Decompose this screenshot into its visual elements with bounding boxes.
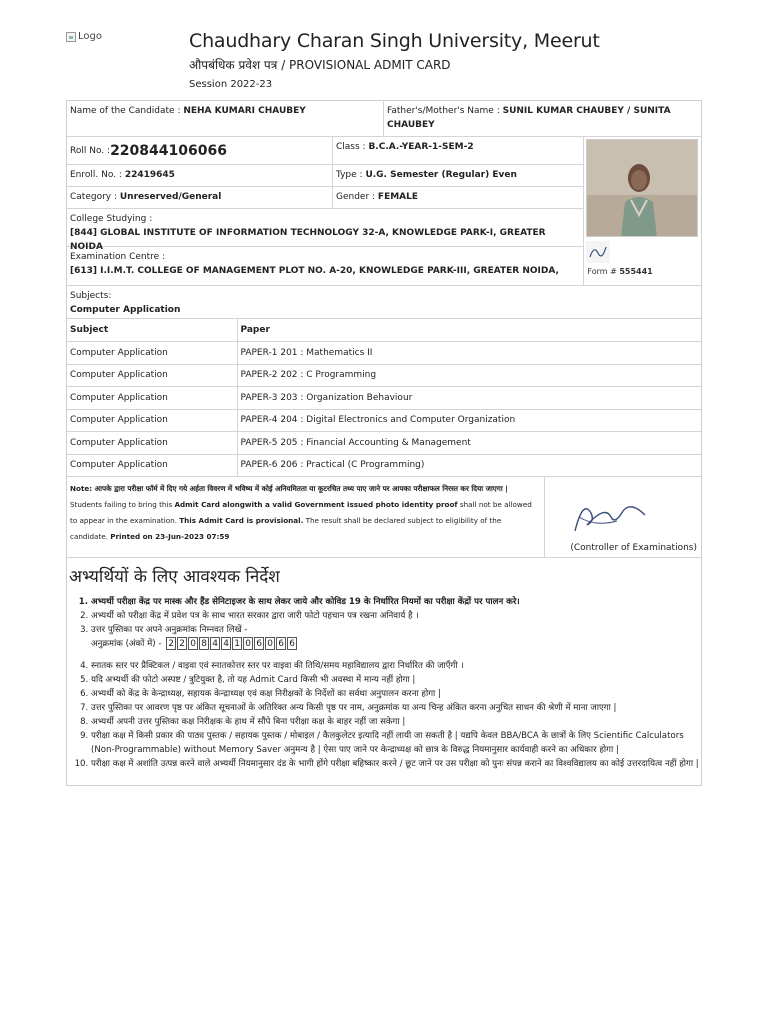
table-row: Computer Application PAPER-6 206 : Practical (C Programming)	[67, 454, 701, 477]
controller-signature-area	[545, 477, 701, 557]
class-value: B.C.A.-YEAR-1-SEM-2	[368, 142, 474, 152]
gender-cell: Gender : FEMALE	[336, 192, 419, 202]
exam-centre-name: [613] I.I.M.T. COLLEGE OF MANAGEMENT PLOT NO. A-20, KNOWLEDGE PARK-III, GREATER NOIDA,	[70, 266, 559, 276]
list-item: 9. परीक्षा कक्ष में किसी प्रकार की पाठ्य पुस्तक / सहायक पुस्तक / मोबाइल / कैलकुलेटर इत्यादि नहीं लायी जा सकती है | यद्यपि केवल BBA/BCA के छात्रों के लिए Scientific Calculators (Non-Programmable) without Memory Saver अनुमन्य है | ऐसा पाए जाने पर केन्द्राध्यक्ष को छात्र के विरुद्ध नियमानुसार कार्यवाही करने का अधिकार होगा |	[91, 729, 699, 757]
list-item: 1. अभ्यर्थी परीक्षा केंद्र पर मास्क और हैंड सेनिटाइजर के साथ लेकर जाये और कोविड 19 के निर्धारित नियमों का परीक्षा केंद्रों पर पालन करे।	[91, 595, 699, 609]
parent-name: SUNIL KUMAR CHAUBEY / SUNITA CHAUBEY	[387, 106, 671, 130]
enroll-number: 22419645	[124, 170, 175, 180]
note-row	[67, 477, 701, 558]
college-cell: College Studying : [844] GLOBAL INSTITUTE OF INFORMATION TECHNOLOGY 32-A, KNOWLEDGE PARK-I, GREATER NOIDA	[67, 209, 583, 247]
candidate-name: NEHA KUMARI CHAUBEY	[183, 106, 306, 116]
papers-header-row	[67, 319, 701, 342]
candidate-photo	[586, 139, 698, 237]
list-item: 2. अभ्यर्थी को परीक्षा केंद्र में प्रवेश पत्र के साथ भारत सरकार द्वारा जारी फोटो पहचान पत्र रखना अनिवार्य है ।	[91, 609, 699, 623]
instructions-section	[67, 558, 701, 785]
enroll-cell: Enroll. No. : 22419645	[67, 165, 333, 186]
list-item: 5. यदि अभ्यर्थी की फोटो अस्पष्ट / त्रुटियुक्त है, तो यह Admit Card किसी भी अवस्था में मान्य नहीं होगा |	[91, 673, 699, 687]
list-item: 10. परीक्षा कक्ष में अशांति उत्पन्न करने वाले अभ्यर्थी नियमानुसार दंड के भागी होंगे परीक्षा बहिष्कार करने / छूट जाने पर उस परीक्षा को पुनः संपन्न कराने का विश्वविद्यालय का कोई उत्तरदायित्व नहीं होगा |	[91, 757, 699, 771]
logo-alt-text: Logo	[78, 31, 102, 42]
roll-number-boxes: 2 2 0 8 4 4 1 0 6 0 6 6	[166, 637, 298, 650]
printed-on: Printed on 23-Jun-2023 07:59	[110, 532, 230, 541]
type-value: U.G. Semester (Regular) Even	[365, 170, 517, 180]
admit-card	[66, 100, 702, 786]
admit-card-title: औपबंधिक प्रवेश पत्र / PROVISIONAL ADMIT CARD	[189, 58, 451, 72]
list-item: 7. उत्तर पुस्तिका पर आवरण पृष्ठ पर अंकित सूचनाओं के अतिरिक्त अन्य किसी पृष्ठ पर नाम, अनुक्रमांक या अन्य चिन्ह अंकित करना अनुचित साधन की श्रेणी में माना जाएगा |	[91, 701, 699, 715]
candidate-name-cell: Name of the Candidate : NEHA KUMARI CHAUBEY	[67, 101, 384, 136]
name-row	[67, 101, 701, 137]
class-cell: Class : B.C.A.-YEAR-1-SEM-2	[336, 142, 474, 152]
table-row: Computer Application PAPER-1 201 : Mathematics II	[67, 342, 701, 365]
table-row: Computer Application PAPER-5 205 : Financial Accounting & Management	[67, 432, 701, 455]
parent-name-cell: Father's/Mother's Name : SUNIL KUMAR CHAUBEY / SUNITA CHAUBEY	[387, 106, 671, 130]
category-value: Unreserved/General	[119, 192, 222, 202]
form-number: Form # 555441	[587, 267, 653, 276]
university-name: Chaudhary Charan Singh University, Meerut	[189, 30, 600, 52]
candidate-details	[67, 137, 701, 285]
subjects-cell: Subjects: Computer Application	[67, 285, 701, 319]
roll-number-cell: Roll No. : 220844106066	[67, 137, 333, 164]
paper-header: Paper	[237, 319, 701, 342]
session-label: Session 2022-23	[189, 79, 273, 90]
broken-image-icon	[66, 32, 76, 42]
university-logo	[66, 31, 102, 42]
table-row: Computer Application PAPER-4 204 : Digital Electronics and Computer Organization	[67, 409, 701, 432]
photo-area	[584, 137, 701, 285]
candidate-signature	[586, 241, 610, 263]
type-cell: Type : U.G. Semester (Regular) Even	[336, 170, 517, 180]
admit-card-header	[189, 30, 600, 90]
table-row: Computer Application PAPER-3 203 : Organization Behaviour	[67, 387, 701, 410]
instructions-list	[69, 595, 699, 771]
exam-centre-cell: Examination Centre : [613] I.I.M.T. COLLEGE OF MANAGEMENT PLOT NO. A-20, KNOWLEDGE PARK-III, GREATER NOIDA,	[67, 247, 583, 285]
subjects-value: Computer Application	[70, 305, 181, 315]
subject-header: Subject	[67, 319, 237, 342]
category-cell: Category : Unreserved/General	[67, 187, 333, 208]
note-text: Note: आपके द्वारा परीक्षा फॉर्म में दिए गये अर्हता विवरण में भविष्य में कोई अनियमितता या कूटरचित तथ्य पाए जाने पर आपका परीक्षाफल निरस्त कर दिया जाएगा | Students failing to bring this Admit Card alongwith a valid Government issued photo identity proof shall not be allowed to appear in the examination. This Admit Card is provisional. The result shall be declared subject to eligibility of the candidate. Printed on 23-Jun-2023 07:59	[67, 477, 545, 557]
list-item: 8. अभ्यर्थी अपनी उत्तर पुस्तिका कक्ष निरीक्षक के हाथ में सौंपे बिना परीक्षा कक्ष के बाहर नहीं जा सकेगा |	[91, 715, 699, 729]
gender-value: FEMALE	[377, 192, 419, 202]
list-item: 6. अभ्यर्थी को केंद्र के केन्द्राध्यक्ष, सहायक केन्द्राध्यक्ष एवं कक्ष निरीक्षकों के निर्देशों का सर्वथा अनुपालन करना होगा |	[91, 687, 699, 701]
controller-label: (Controller of Examinations)	[570, 543, 697, 553]
list-item: 3. उत्तर पुस्तिका पर अपने अनुक्रमांक निम्नवत लिखें - अनुक्रमांक (अंकों में) - 2 2 0 8 4 4 1 0 6 0 6 6	[91, 623, 699, 659]
controller-signature	[565, 491, 655, 537]
roll-number: 220844106066	[110, 142, 227, 159]
instructions-title: अभ्यर्थियों के लिए आवश्यक निर्देश	[69, 567, 280, 587]
list-item: 4. स्नातक स्तर पर प्रैक्टिकल / वाइवा एवं स्नातकोत्तर स्तर पर वाइवा की तिथि/समय महाविद्यालय द्वारा निर्धारित की जाएँगी ।	[91, 659, 699, 673]
college-name: [844] GLOBAL INSTITUTE OF INFORMATION TECHNOLOGY 32-A, KNOWLEDGE PARK-I, GREATER NOIDA	[70, 228, 546, 252]
papers-table	[67, 319, 701, 477]
table-row: Computer Application PAPER-2 202 : C Programming	[67, 364, 701, 387]
